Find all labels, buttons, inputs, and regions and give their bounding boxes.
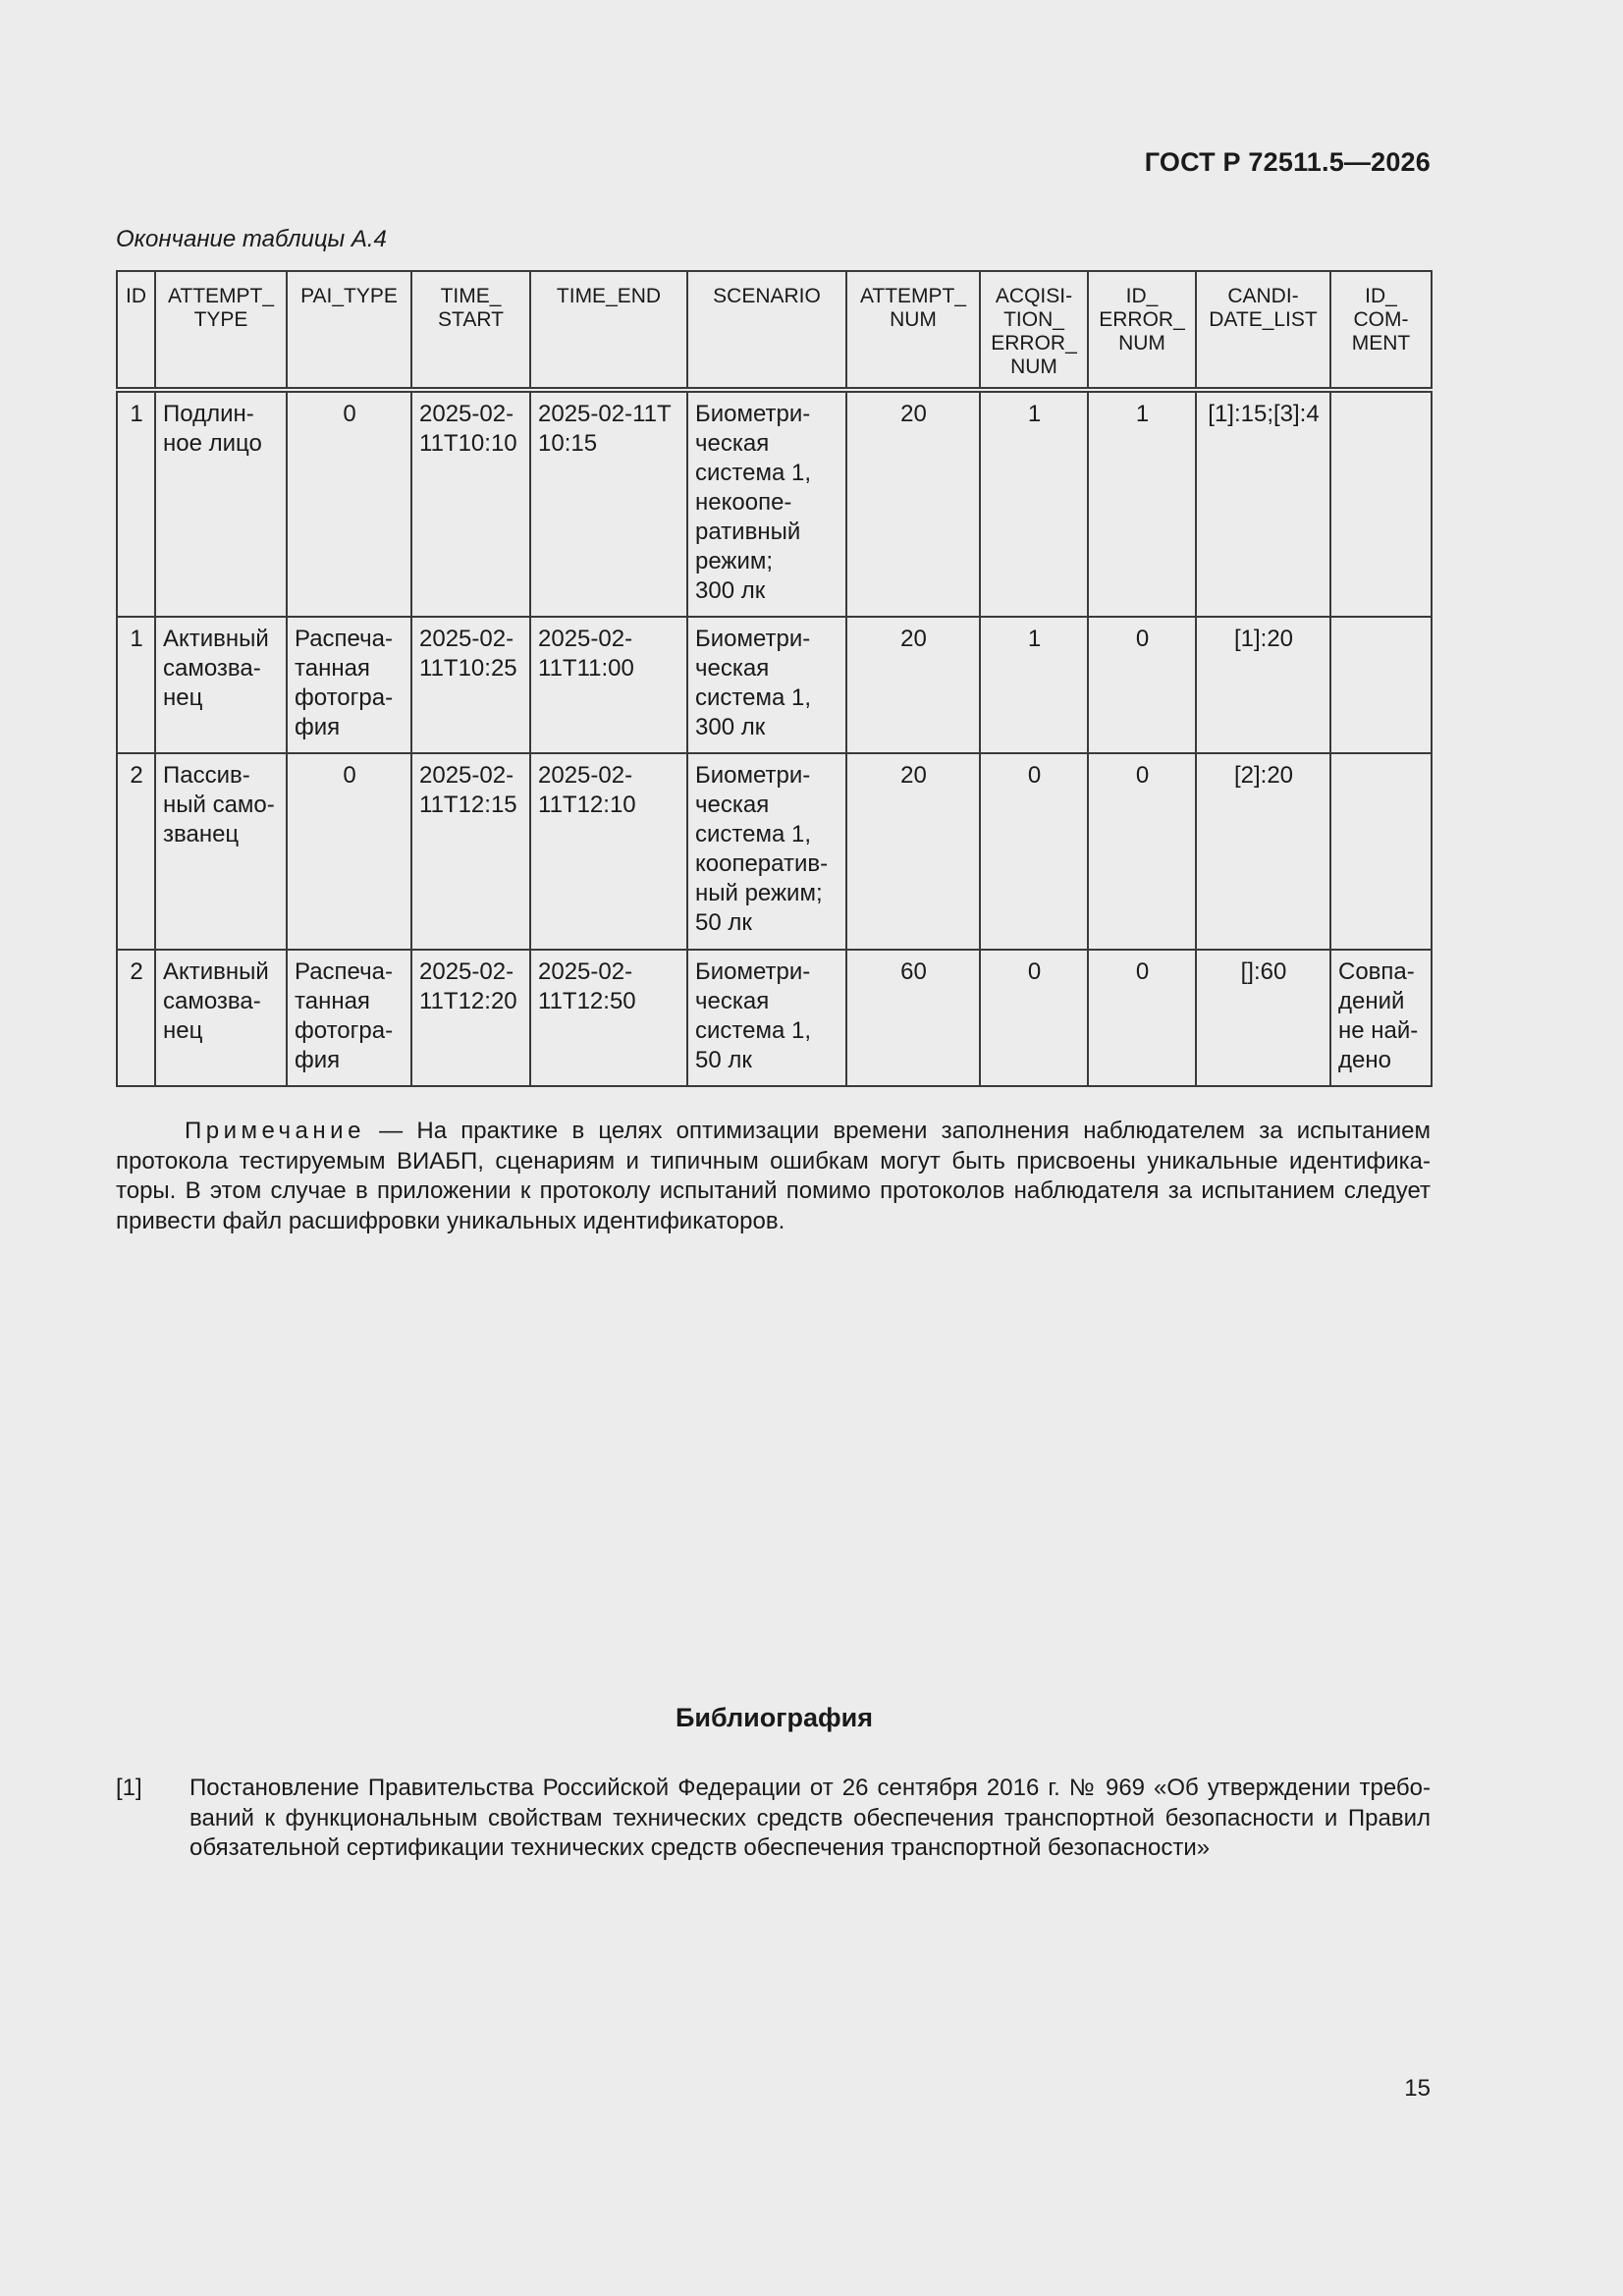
cell-attempt-type: Подлин- ное лицо <box>155 390 287 617</box>
col-header-pai-type: PAI_TYPE <box>287 271 411 390</box>
cell-acquisition-error-num: 1 <box>980 617 1088 753</box>
col-header-time-end: TIME_END <box>530 271 687 390</box>
cell-candidate-list: [1]:15;[3]:4 <box>1196 390 1330 617</box>
col-header-time-start: TIME_ START <box>411 271 530 390</box>
cell-attempt-type: Пассив- ный само- званец <box>155 753 287 950</box>
cell-id-error-num: 0 <box>1088 753 1196 950</box>
cell-id: 1 <box>117 390 155 617</box>
cell-time-end: 2025-02-11Т 10:15 <box>530 390 687 617</box>
cell-candidate-list: [1]:20 <box>1196 617 1330 753</box>
col-header-id-comment: ID_ COM- MENT <box>1330 271 1432 390</box>
cell-time-end: 2025-02- 11Т11:00 <box>530 617 687 753</box>
cell-pai-type: 0 <box>287 753 411 950</box>
col-header-id: ID <box>117 271 155 390</box>
cell-time-start: 2025-02- 11Т12:20 <box>411 950 530 1086</box>
cell-id-error-num: 0 <box>1088 617 1196 753</box>
standard-code: ГОСТ Р 72511.5—2026 <box>1144 147 1431 177</box>
col-header-scenario: SCENARIO <box>687 271 846 390</box>
table-row <box>117 390 1432 617</box>
cell-id: 2 <box>117 753 155 950</box>
cell-time-start: 2025-02- 11Т10:10 <box>411 390 530 617</box>
cell-attempt-type: Активный самозва- нец <box>155 950 287 1086</box>
cell-id-error-num: 0 <box>1088 950 1196 1086</box>
cell-time-end: 2025-02- 11Т12:10 <box>530 753 687 950</box>
cell-id-comment <box>1330 617 1432 753</box>
col-header-candidate-list: CANDI- DATE_LIST <box>1196 271 1330 390</box>
page-number: 15 <box>1404 2075 1431 2102</box>
cell-time-start: 2025-02- 11Т10:25 <box>411 617 530 753</box>
cell-candidate-list: []:60 <box>1196 950 1330 1086</box>
cell-scenario: Биометри- ческая система 1, кооператив- ный режим; 50 лк <box>687 753 846 950</box>
table-note <box>116 1117 1431 1236</box>
cell-scenario: Биометри- ческая система 1, 50 лк <box>687 950 846 1086</box>
cell-id-error-num: 1 <box>1088 390 1196 617</box>
cell-id: 1 <box>117 617 155 753</box>
cell-id-comment: Совпа- дений не най- дено <box>1330 950 1432 1086</box>
cell-scenario: Биометри- ческая система 1, некоопе- ративный режим; 300 лк <box>687 390 846 617</box>
cell-id-comment <box>1330 390 1432 617</box>
cell-pai-type: 0 <box>287 390 411 617</box>
cell-id-comment <box>1330 753 1432 950</box>
bibliography-item <box>116 1774 1431 1864</box>
cell-time-start: 2025-02- 11Т12:15 <box>411 753 530 950</box>
cell-attempt-num: 20 <box>846 617 980 753</box>
cell-acquisition-error-num: 0 <box>980 950 1088 1086</box>
col-header-acquisition-error-num: ACQISI- TION_ ERROR_ NUM <box>980 271 1088 390</box>
cell-candidate-list: [2]:20 <box>1196 753 1330 950</box>
attempts-table <box>116 270 1433 1087</box>
table-header-row <box>117 271 1432 390</box>
cell-pai-type: Распеча- танная фотогра- фия <box>287 617 411 753</box>
table-row <box>117 617 1432 753</box>
cell-acquisition-error-num: 1 <box>980 390 1088 617</box>
table-caption: Окончание таблицы А.4 <box>116 226 387 252</box>
bibliography-item-text: Постановление Правительства Российской Федерации от 26 сентября 2016 г. № 969 «Об утверждении требо-ваний к функциональным свойствам технических средств обеспечения транспортной безопасности и Правил обязательной сертификации технических средств обеспечения транспортной безопасности» <box>189 1775 1431 1861</box>
cell-scenario: Биометри- ческая система 1, 300 лк <box>687 617 846 753</box>
note-label: Примечание <box>185 1118 365 1144</box>
cell-attempt-num: 20 <box>846 753 980 950</box>
cell-pai-type: Распеча- танная фотогра- фия <box>287 950 411 1086</box>
cell-attempt-num: 20 <box>846 390 980 617</box>
cell-time-end: 2025-02- 11Т12:50 <box>530 950 687 1086</box>
cell-attempt-type: Активный самозва- нец <box>155 617 287 753</box>
bibliography-title: Библиография <box>676 1703 873 1732</box>
table-row <box>117 950 1432 1086</box>
col-header-attempt-type: ATTEMPT_ TYPE <box>155 271 287 390</box>
col-header-attempt-num: ATTEMPT_ NUM <box>846 271 980 390</box>
table-row <box>117 753 1432 950</box>
col-header-id-error-num: ID_ ERROR_ NUM <box>1088 271 1196 390</box>
bibliography-item-number: [1] <box>116 1775 142 1801</box>
cell-id: 2 <box>117 950 155 1086</box>
cell-attempt-num: 60 <box>846 950 980 1086</box>
note-text: — На практике в целях оптимизации времени заполнения наблюдателем за испытанием протокола тестируемым ВИАБП, сценариям и типичным ошибкам могут быть присвоены уникальные идентифика-торы. В этом случае в приложении к протоколу испытаний помимо протоколов наблюдателя за испытанием следует привести файл расшифровки уникальных идентификаторов. <box>116 1118 1431 1234</box>
cell-acquisition-error-num: 0 <box>980 753 1088 950</box>
